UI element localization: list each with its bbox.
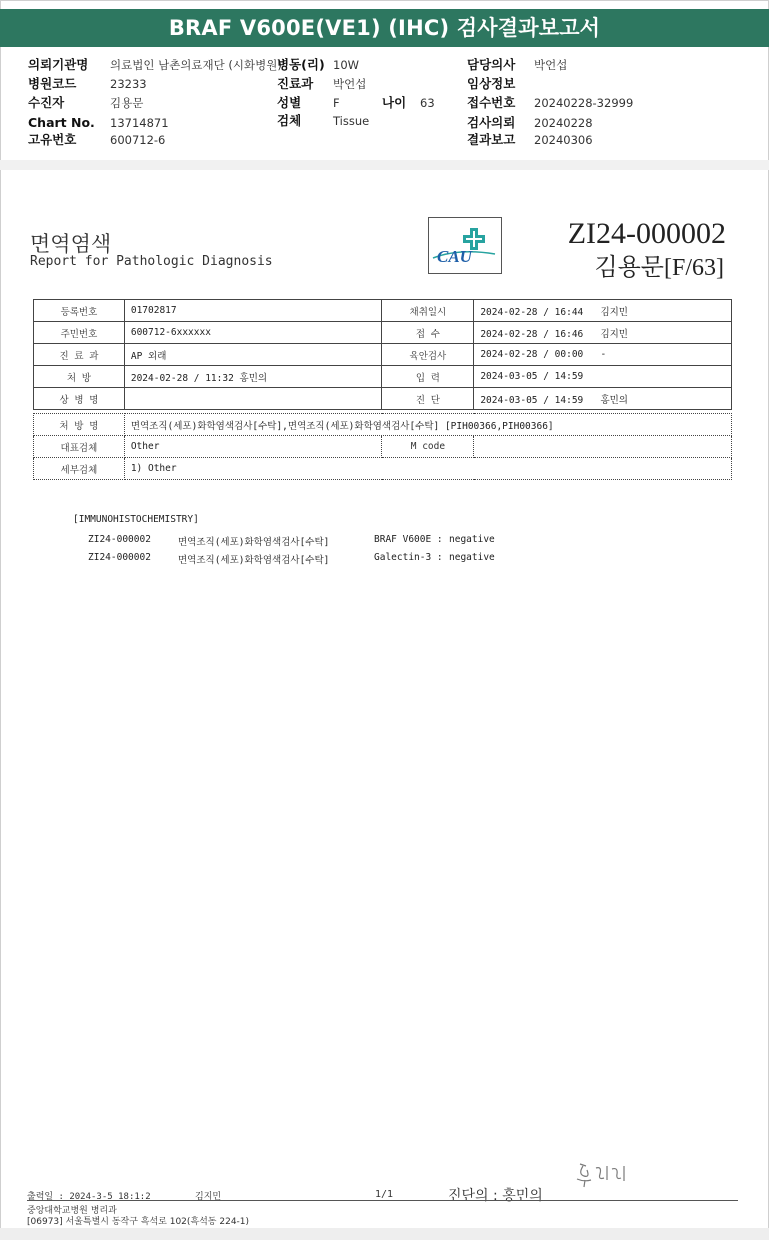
request-label: 검사의뢰: [467, 115, 516, 130]
receipt-label: 접수번호: [467, 95, 516, 110]
report-date-label: 결과보고: [467, 132, 516, 147]
collection-value: 2024-02-28 / 16:44 김지민: [474, 300, 732, 322]
prescription-label: 처 방: [34, 366, 125, 388]
hospital-code-value: 23233: [110, 77, 147, 91]
doctor-label: 담당의사: [467, 57, 516, 72]
chart-no-label: Chart No.: [28, 115, 95, 130]
prescription-value: 2024-02-28 / 11:32 홍민의: [124, 366, 382, 388]
ihc-specimen: ZI24-000002: [88, 534, 151, 545]
print-date: 출력일 : 2024-3-5 18:1:2: [27, 1192, 151, 1202]
detail-specimen-value: 1) Other: [124, 458, 731, 480]
rep-specimen-value: Other: [124, 436, 382, 458]
header-separator: [0, 160, 769, 170]
hospital-address: [06973] 서울특별시 동작구 흑석로 102(흑석동 224-1): [27, 1217, 250, 1227]
bottom-strip: [0, 1228, 769, 1240]
disease-label: 상 병 명: [34, 388, 125, 410]
receipt-value: 20240228-32999: [534, 96, 634, 110]
order-table: [33, 413, 732, 480]
diagnosis-value: 2024-03-05 / 14:59 홍민의: [474, 388, 732, 410]
report-title: BRAF V600E(VE1) (IHC) 검사결과보고서: [168, 16, 601, 40]
hospital-name: 중앙대학교병원 병리과: [27, 1206, 117, 1216]
table-row: [34, 414, 732, 436]
gross-exam-value: 2024-02-28 / 00:00 -: [474, 344, 732, 366]
ihc-marker: Galectin-3 :: [374, 552, 443, 563]
ihc-heading: [IMMUNOHISTOCHEMISTRY]: [73, 514, 199, 525]
logo-text: CAU: [437, 247, 472, 266]
cau-logo: [428, 217, 502, 274]
order-name-label: 처 방 명: [34, 414, 125, 436]
order-name-value: 면역조직(세포)화학염색검사[수탁],면역조직(세포)화학염색검사[수탁] [PIH00366,PIH00366]: [124, 414, 731, 436]
unique-no-value: 600712-6: [110, 133, 166, 147]
diagnosis-by: 진단의 : 홍민의: [448, 1188, 543, 1204]
dept-label: 진료과: [277, 76, 314, 91]
gross-exam-label: 육안검사: [382, 344, 474, 366]
collection-label: 채취일시: [382, 300, 474, 322]
table-row: [34, 458, 732, 480]
department-label: 진 료 과: [34, 344, 125, 366]
reception-label: 접 수: [382, 322, 474, 344]
printer-name: 김지민: [195, 1192, 222, 1202]
chart-no-value: 13714871: [110, 116, 169, 130]
table-row: [34, 344, 732, 366]
ihc-test: 면역조직(세포)화학염색검사[수탁]: [178, 555, 330, 566]
patient-summary: 김용문[F/63]: [594, 255, 724, 281]
rep-specimen-label: 대표검체: [34, 436, 125, 458]
ihc-result: negative: [449, 552, 495, 563]
cau-logo-icon: [429, 218, 501, 273]
registration-table: [33, 299, 732, 410]
institution-value: 의료법인 남촌의료재단 (시화병원): [110, 58, 282, 72]
table-row: [34, 436, 732, 458]
mcode-label: M code: [382, 436, 474, 458]
report-title-bar: [0, 9, 769, 47]
detail-specimen-label: 세부검체: [34, 458, 125, 480]
specimen-label: 검체: [277, 113, 302, 128]
request-value: 20240228: [534, 116, 593, 130]
clinical-label: 임상정보: [467, 76, 516, 91]
registration-no-label: 등록번호: [34, 300, 125, 322]
page-number: 1/1: [375, 1189, 394, 1200]
sex-value: F: [333, 96, 340, 110]
table-row: [34, 300, 732, 322]
ward-label: 병동(리): [277, 57, 325, 72]
table-row: [34, 322, 732, 344]
ihc-result: negative: [449, 534, 495, 545]
document-title: 면역염색: [30, 232, 112, 256]
patient-value: 김용문: [110, 96, 144, 110]
ward-value: 10W: [333, 58, 360, 72]
department-value: AP 외래: [124, 344, 382, 366]
mcode-value: [474, 436, 732, 458]
resident-no-value: 600712-6xxxxxx: [124, 322, 382, 344]
ihc-test: 면역조직(세포)화학염색검사[수탁]: [178, 537, 330, 548]
disease-value: [124, 388, 382, 410]
input-label: 입 력: [382, 366, 474, 388]
age-value: 63: [420, 96, 435, 110]
registration-no-value: 01702817: [124, 300, 382, 322]
table-row: [34, 388, 732, 410]
input-value: 2024-03-05 / 14:59: [474, 366, 732, 388]
reception-value: 2024-02-28 / 16:46 김지민: [474, 322, 732, 344]
dept-value: 박언섭: [333, 77, 367, 91]
specimen-value: Tissue: [333, 114, 370, 128]
diagnosis-label: 진 단: [382, 388, 474, 410]
document-subtitle: Report for Pathologic Diagnosis: [30, 254, 273, 269]
sex-label: 성별: [277, 95, 302, 110]
report-date-value: 20240306: [534, 133, 593, 147]
footer-divider: [27, 1200, 738, 1201]
ihc-marker: BRAF V600E :: [374, 534, 443, 545]
institution-label: 의뢰기관명: [28, 57, 89, 72]
ihc-specimen: ZI24-000002: [88, 552, 151, 563]
unique-no-label: 고유번호: [28, 132, 77, 147]
patient-label: 수진자: [28, 95, 65, 110]
resident-no-label: 주민번호: [34, 322, 125, 344]
table-row: [34, 366, 732, 388]
doctor-value: 박언섭: [534, 58, 568, 72]
signature-image: [572, 1160, 632, 1190]
specimen-number: ZI24-000002: [567, 217, 726, 250]
hospital-code-label: 병원코드: [28, 76, 77, 91]
age-label: 나이: [382, 95, 407, 110]
